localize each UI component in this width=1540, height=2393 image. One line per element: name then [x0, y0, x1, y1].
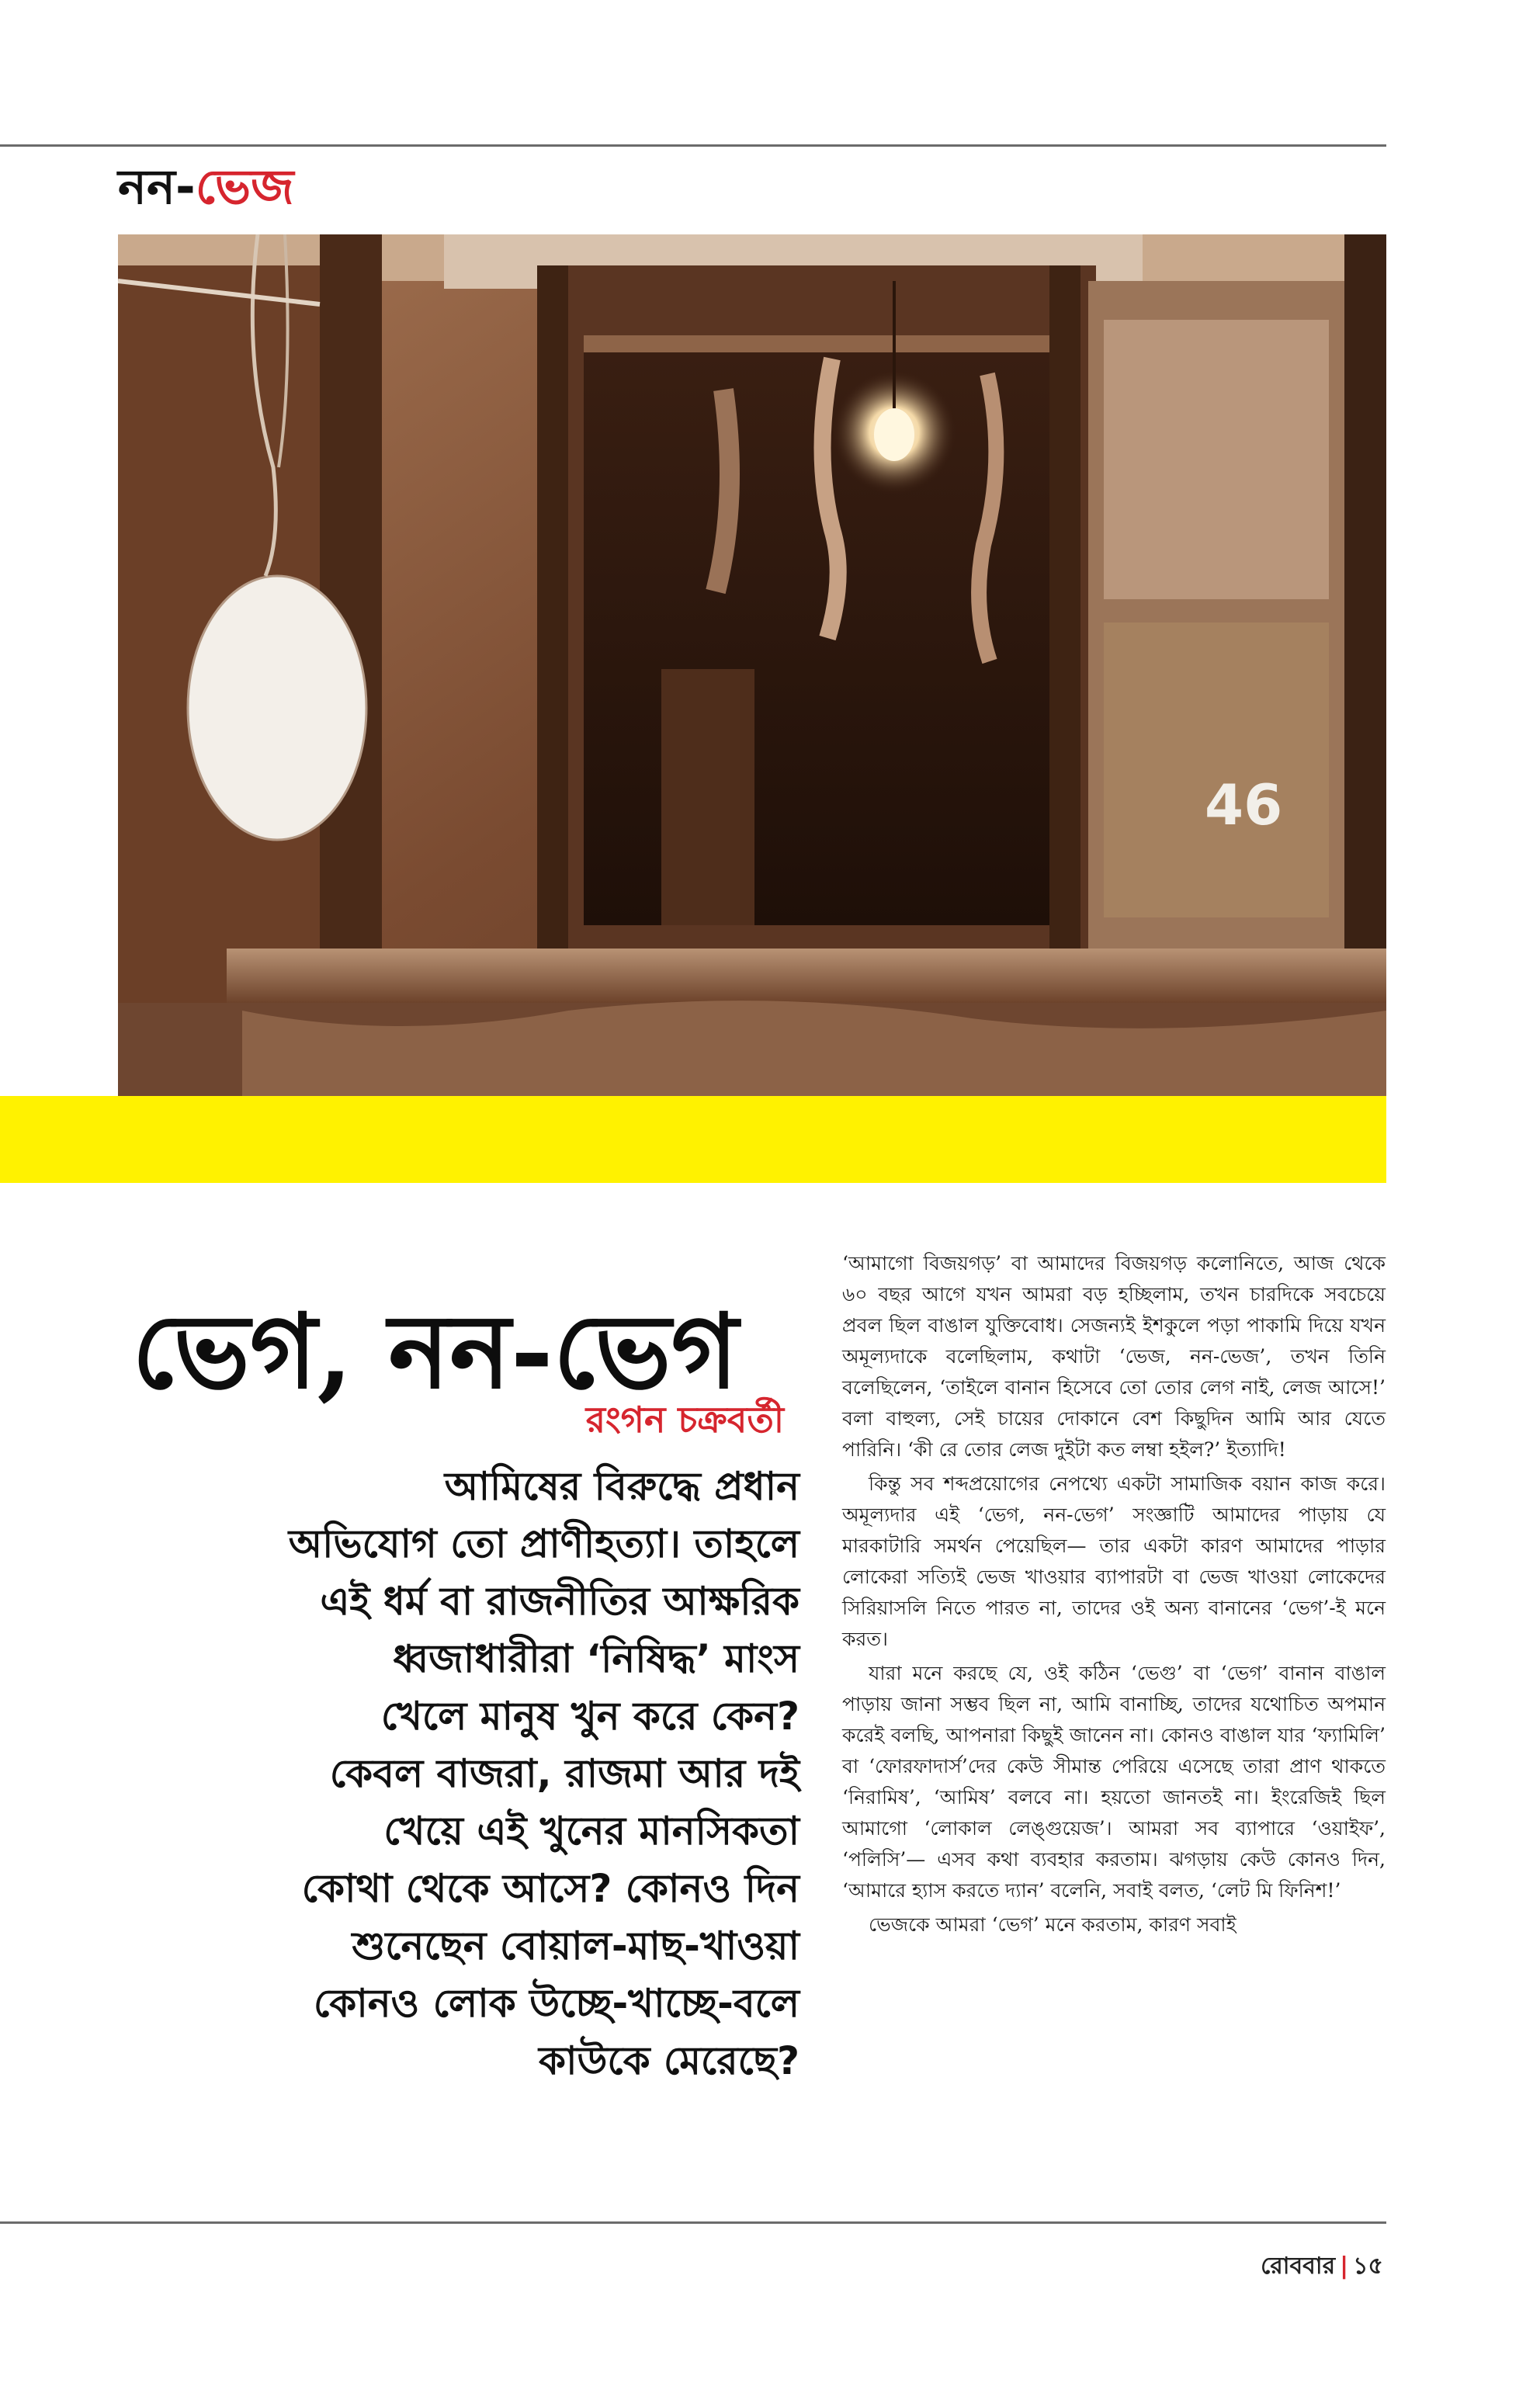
publication-name: রোববার: [1261, 2253, 1336, 2280]
accent-band: [0, 1096, 1386, 1183]
pullquote: [194, 1458, 799, 2090]
page-number: ১৫: [1353, 2253, 1383, 2280]
pullquote-line: কাউকে মেরেছে?: [539, 2038, 799, 2083]
article-paragraph: ভেজকে আমরা ‘ভেগ’ মনে করতাম, কারণ সবাই: [869, 1913, 1237, 1936]
article-body: [842, 1248, 1386, 1944]
hero-photo-illustration: [118, 234, 1386, 1096]
pullquote-line: কোথা থেকে আসে? কোনও দিন: [301, 1866, 799, 1911]
section-label-accent: ভেজ: [195, 158, 294, 215]
pullquote-line: কোনও লোক উচ্ছে-খাচ্ছে-বলে: [313, 1981, 799, 2026]
bottom-rule: [0, 2221, 1386, 2224]
article-paragraph: যারা মনে করছে যে, ওই কঠিন ‘ভেগু’ বা ‘ভেগ’ বানান বাঙাল পাড়ায় জানা সম্ভব ছিল না, আমি বানাচ্ছি, তাদের যথোচিত অপমান করেই বলছি, আপনারা কিছুই জানেন না। কোনও বাঙাল যার ‘ফ্যামিলি’ বা ‘ফোরফাদার্স’দের কেউ সীমান্ত পেরিয়ে এসেছে তারা প্রাণ থাকতে ‘নিরামিষ’, ‘আমিষ’ বলবে না। হয়তো জানতই না। ইংরেজিই ছিল আমাগো ‘লোকাল লেঙ্গুয়েজ’। আমরা সব ব্যাপারে ‘ওয়াইফ’, ‘পলিসি’— এসব কথা ব্যবহার করতাম। ঝগড়ায় কেউ কোনও দিন, ‘আমারে হ্যাস করতে দ্যান’ বলেনি, সবাই বলত, ‘লেট মি ফিনিশ!’: [842, 1662, 1386, 1902]
page-footer: [1211, 2247, 1383, 2287]
pullquote-line: ধ্বজাধারীরা ‘নিষিদ্ধ’ মাংস: [393, 1636, 799, 1681]
pullquote-line: খেলে মানুষ খুন করে কেন?: [380, 1694, 799, 1739]
article-paragraph: ‘আমাগো বিজয়গড়’ বা আমাদের বিজয়গড় কলোনিতে, আজ থেকে ৬০ বছর আগে যখন আমরা বড় হচ্ছিলাম, তখন চারদিকে সবচেয়ে প্রবল ছিল বাঙাল যুক্তিবোধ। সেজন্যই ইশকুলে পড়া পাকামি দিয়ে যখন অমূল্যদাকে বলেছিলাম, কথাটা ‘ভেজ, নন-ভেজ’, তখন তিনি বলেছিলেন, ‘তাইলে বানান হিসেবে তো তোর লেগ নাই, লেজ আসে!’ বলা বাহুল্য, সেই চায়ের দোকানে বেশ কিছুদিন আমি আর যেতে পারিনি। ‘কী রে তোর লেজ দুইটা কত লম্বা হইল?’ ইত্যাদি!: [842, 1252, 1386, 1461]
hero-photo: [118, 234, 1386, 1096]
door-number: 46: [1205, 772, 1283, 838]
byline: রংগন চক্রবর্তী: [585, 1399, 784, 1441]
pullquote-line: অভিযোগ তো প্রাণীহত্যা। তাহলে: [288, 1521, 799, 1566]
article-paragraph: কিন্তু সব শব্দপ্রয়োগের নেপথ্যে একটা সামাজিক বয়ান কাজ করে। অমূল্যদার এই ‘ভেগ, নন-ভেগ’ সংজ্ঞাটি আমাদের পাড়ায় যে মারকাটারি সমর্থন পেয়েছিল— তার একটা কারণ আমাদের পাড়ার লোকেরা সত্যিই ভেজ খাওয়ার ব্যাপারটা বা ভেজ খাওয়া লোকেদের সিরিয়াসলি নিতে পারত না, তাদের ওই অন্য বানানের ‘ভেগ’-ই মনে করত।: [842, 1472, 1386, 1650]
footer-separator: |: [1340, 2253, 1349, 2280]
pullquote-line: এই ধর্ম বা রাজনীতির আক্ষরিক: [320, 1579, 799, 1624]
top-rule: [0, 144, 1386, 147]
pullquote-line: শুনেছেন বোয়াল-মাছ-খাওয়া: [352, 1923, 799, 1968]
pullquote-line: আমিষের বিরুদ্ধে প্রধান: [444, 1464, 799, 1509]
headline: ভেগ, নন-ভেগ: [132, 1292, 739, 1413]
pullquote-line: কেবল বাজরা, রাজমা আর দই: [329, 1751, 799, 1796]
pullquote-line: খেয়ে এই খুনের মানসিকতা: [383, 1809, 799, 1854]
section-label: [118, 158, 294, 215]
section-label-main: নন-: [118, 158, 196, 215]
